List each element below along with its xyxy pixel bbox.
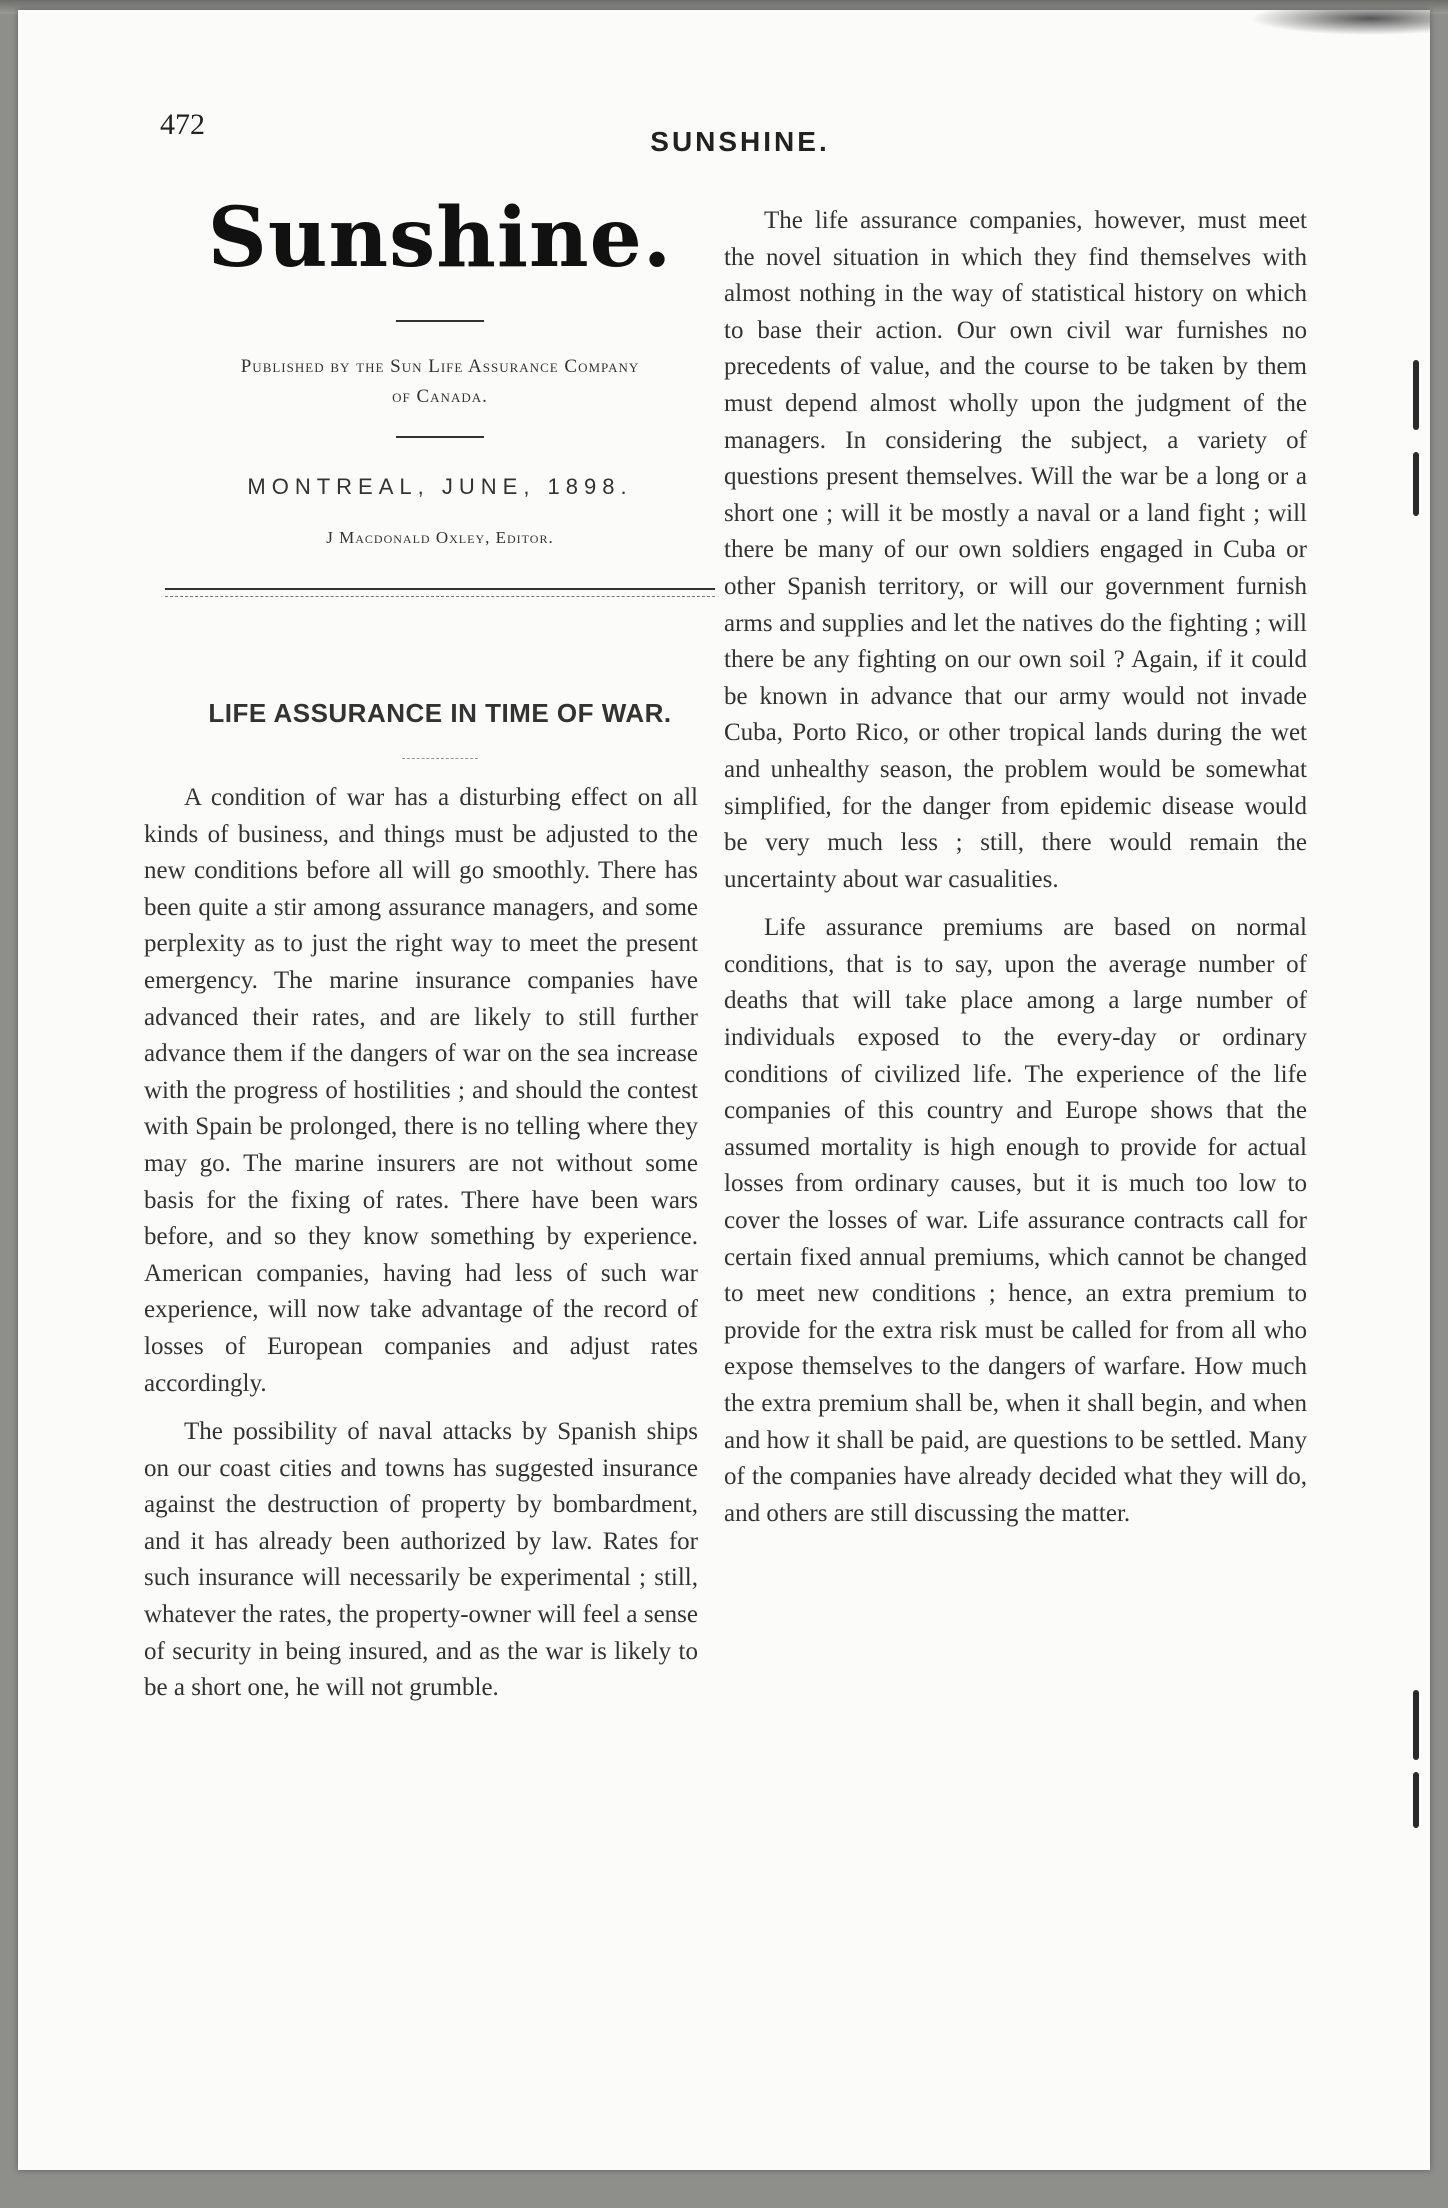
running-head: SUNSHINE. bbox=[650, 126, 830, 157]
editor-line: J Macdonald Oxley, Editor. bbox=[326, 528, 554, 547]
text-column-right bbox=[724, 203, 1307, 1544]
masthead bbox=[150, 190, 730, 597]
publisher-line: of Canada. bbox=[392, 386, 488, 407]
divider bbox=[396, 436, 484, 438]
divider bbox=[402, 758, 478, 759]
binding-mark bbox=[1413, 1690, 1419, 1760]
masthead-title: Sunshine. bbox=[207, 190, 673, 286]
paragraph: Life assurance premiums are based on normal conditions, that is to say, upon the average number of deaths that will take place among a large number of individuals exposed to the every-day or ordinary conditions of civilized life. The experience of the life companies of this country and Europe shows that the assumed mortality is high enough to provide for actual losses from ordinary causes, but it is much too low to cover the losses of war. Life assurance contracts call for certain fixed annual premiums, which cannot be changed to meet new conditions ; hence, an extra premium to provide for the extra risk must be called for from all who expose themselves to the dangers of warfare. How much the extra premium shall be, when it shall begin, and when and how it shall be paid, are questions to be settled. Many of the companies have already decided what they will do, and others are still discussing the matter. bbox=[724, 914, 1307, 1527]
page-number: 472 bbox=[160, 108, 205, 141]
paragraph: A condition of war has a disturbing effect on all kinds of business, and things must be adjusted to the new conditions before all will go smoothly. There has been quite a stir among assurance managers, and some perplexity as to just the right way to meet the present emergency. The marine insurance companies have advanced their rates, and are likely to still further advance them if the dangers of war on the sea increase with the progress of hostilities ; and should the contest with Spain be prolonged, there is no telling where they may go. The marine insurers are not without some basis for the fixing of rates. There have been wars before, and so they know something by experience. American companies, having had less of such war experience, will now take advantage of the record of losses of European companies and adjust rates accordingly. bbox=[144, 784, 698, 1397]
article-title: LIFE ASSURANCE IN TIME OF WAR. bbox=[208, 698, 672, 728]
scan-smudge bbox=[1230, 10, 1430, 38]
text-column-left bbox=[144, 780, 698, 1719]
binding-mark bbox=[1413, 360, 1419, 430]
binding-mark bbox=[1413, 1772, 1419, 1828]
divider bbox=[396, 320, 484, 322]
binding-mark bbox=[1413, 452, 1419, 516]
paragraph: The possibility of naval attacks by Spanish ships on our coast cities and towns has suggested insurance against the destruction of property by bombardment, and it has already been authorized by law. Rates for such insurance will necessarily be experimental ; still, whatever the rates, the property-owner will feel a sense of security in being insured, and as the war is likely to be a short one, he will not grumble. bbox=[144, 1418, 698, 1702]
paragraph: The life assurance companies, however, must meet the novel situation in which they find themselves with almost nothing in the way of statistical history on which to base their action. Our own civil war furnishes no precedents of value, and the course to be taken by them must depend almost wholly upon the judgment of the managers. In considering the subject, a variety of questions present themselves. Will the war be a long or a short one ; will it be mostly a naval or a land fight ; will there be many of our own soldiers engaged in Cuba or other Spanish territory, or will our government furnish arms and supplies and let the natives do the fighting ; will there be any fighting on our own soil ? Again, if it could be known in advance that our army would not invade Cuba, Porto Rico, or other tropical lands during the wet and unhealthy season, the problem would be somewhat simplified, for the danger from epidemic disease would be very much less ; still, there would remain the uncertainty about war casualities. bbox=[724, 207, 1307, 893]
dateline: MONTREAL, JUNE, 1898. bbox=[247, 474, 633, 499]
publisher-line: Published by the Sun Life Assurance Company bbox=[240, 356, 640, 377]
double-divider bbox=[165, 588, 715, 597]
